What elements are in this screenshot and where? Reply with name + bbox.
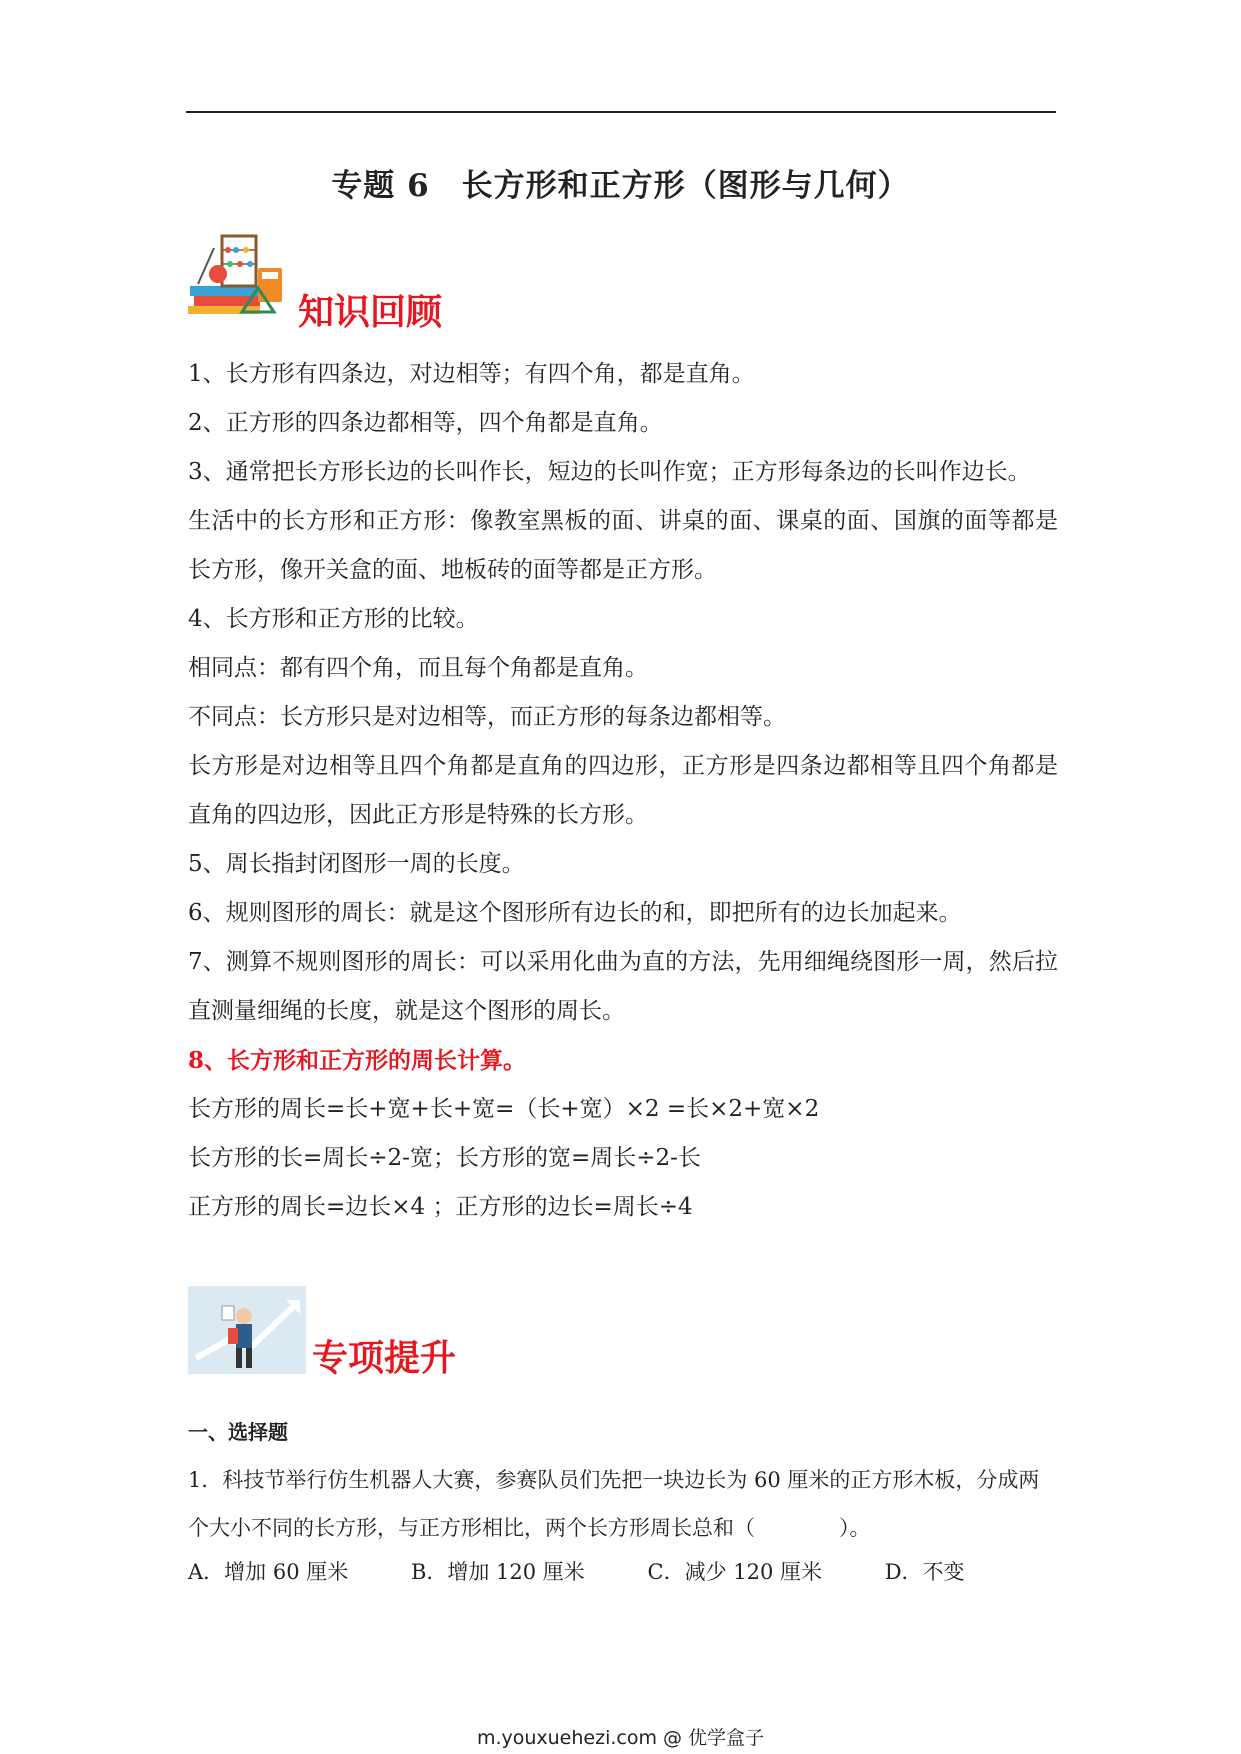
option-a[interactable]: A．增加 60 厘米 — [188, 1560, 349, 1584]
page-title: 专题 6 长方形和正方形（图形与几何） — [331, 168, 910, 204]
review-line: 2、正方形的四条边都相等，四个角都是直角。 — [188, 410, 663, 436]
review-line: 6、规则图形的周长：就是这个图形所有边长的和，即把所有的边长加起来。 — [188, 900, 962, 926]
review-line: 4、长方形和正方形的比较。 — [188, 606, 479, 632]
review-line: 3、通常把长方形长边的长叫作长，短边的长叫作宽；正方形每条边的长叫作边长。 — [188, 459, 1031, 485]
review-line: 相同点：都有四个角，而且每个角都是直角。 — [188, 655, 648, 681]
formula-line: 长方形的长=周长÷2-宽；长方形的宽=周长÷2-长 — [188, 1145, 701, 1171]
header-rule — [186, 111, 1056, 113]
school-supplies-icon — [188, 228, 288, 318]
footer-watermark: m.youxuehezi.com @ 优学盒子 — [476, 1727, 765, 1749]
option-d[interactable]: D．不变 — [884, 1560, 965, 1584]
formula-line: 正方形的周长=边长×4 ；正方形的边长=周长÷4 — [188, 1194, 693, 1220]
option-c[interactable]: C．减少 120 厘米 — [647, 1560, 823, 1584]
review-content — [188, 350, 1058, 1232]
review-section-label: 知识回顾 — [298, 291, 443, 333]
review-line: 1、长方形有四条边，对边相等；有四个角，都是直角。 — [188, 361, 755, 387]
answer-options — [188, 1548, 1021, 1596]
review-line: 7、测算不规则图形的周长：可以采用化曲为直的方法，先用细绳绕图形一周，然后拉直测量细绳的长度，就是这个图形的周长。 — [188, 949, 1058, 1024]
review-line: 长方形是对边相等且四个角都是直角的四边形，正方形是四条边都相等且四个角都是直角的四边形，因此正方形是特殊的长方形。 — [188, 753, 1058, 828]
improve-section-head — [188, 1286, 488, 1378]
review-line: 生活中的长方形和正方形：像教室黑板的面、讲桌的面、课桌的面、国旗的面等都是长方形，像开关盒的面、地板砖的面等都是正方形。 — [188, 508, 1058, 583]
improve-section-label: 专项提升 — [312, 1337, 457, 1379]
exercise-heading: 一、选择题 — [188, 1420, 288, 1444]
question-text: 1．科技节举行仿生机器人大赛，参赛队员们先把一块边长为 60 厘米的正方形木板，分成两个大小不同的长方形，与正方形相比，两个长方形周长总和（ ）。 — [188, 1468, 1040, 1540]
review-line: 不同点：长方形只是对边相等，而正方形的每条边都相等。 — [188, 704, 786, 730]
review-line-highlight: 8、长方形和正方形的周长计算。 — [188, 1047, 527, 1074]
option-b[interactable]: B．增加 120 厘米 — [410, 1560, 585, 1584]
review-line: 5、周长指封闭图形一周的长度。 — [188, 851, 525, 877]
review-section-head — [188, 228, 448, 333]
growth-person-icon — [188, 1286, 306, 1374]
formula-line: 长方形的周长=长+宽+长+宽=（长+宽）×2 =长×2+宽×2 — [188, 1096, 820, 1122]
